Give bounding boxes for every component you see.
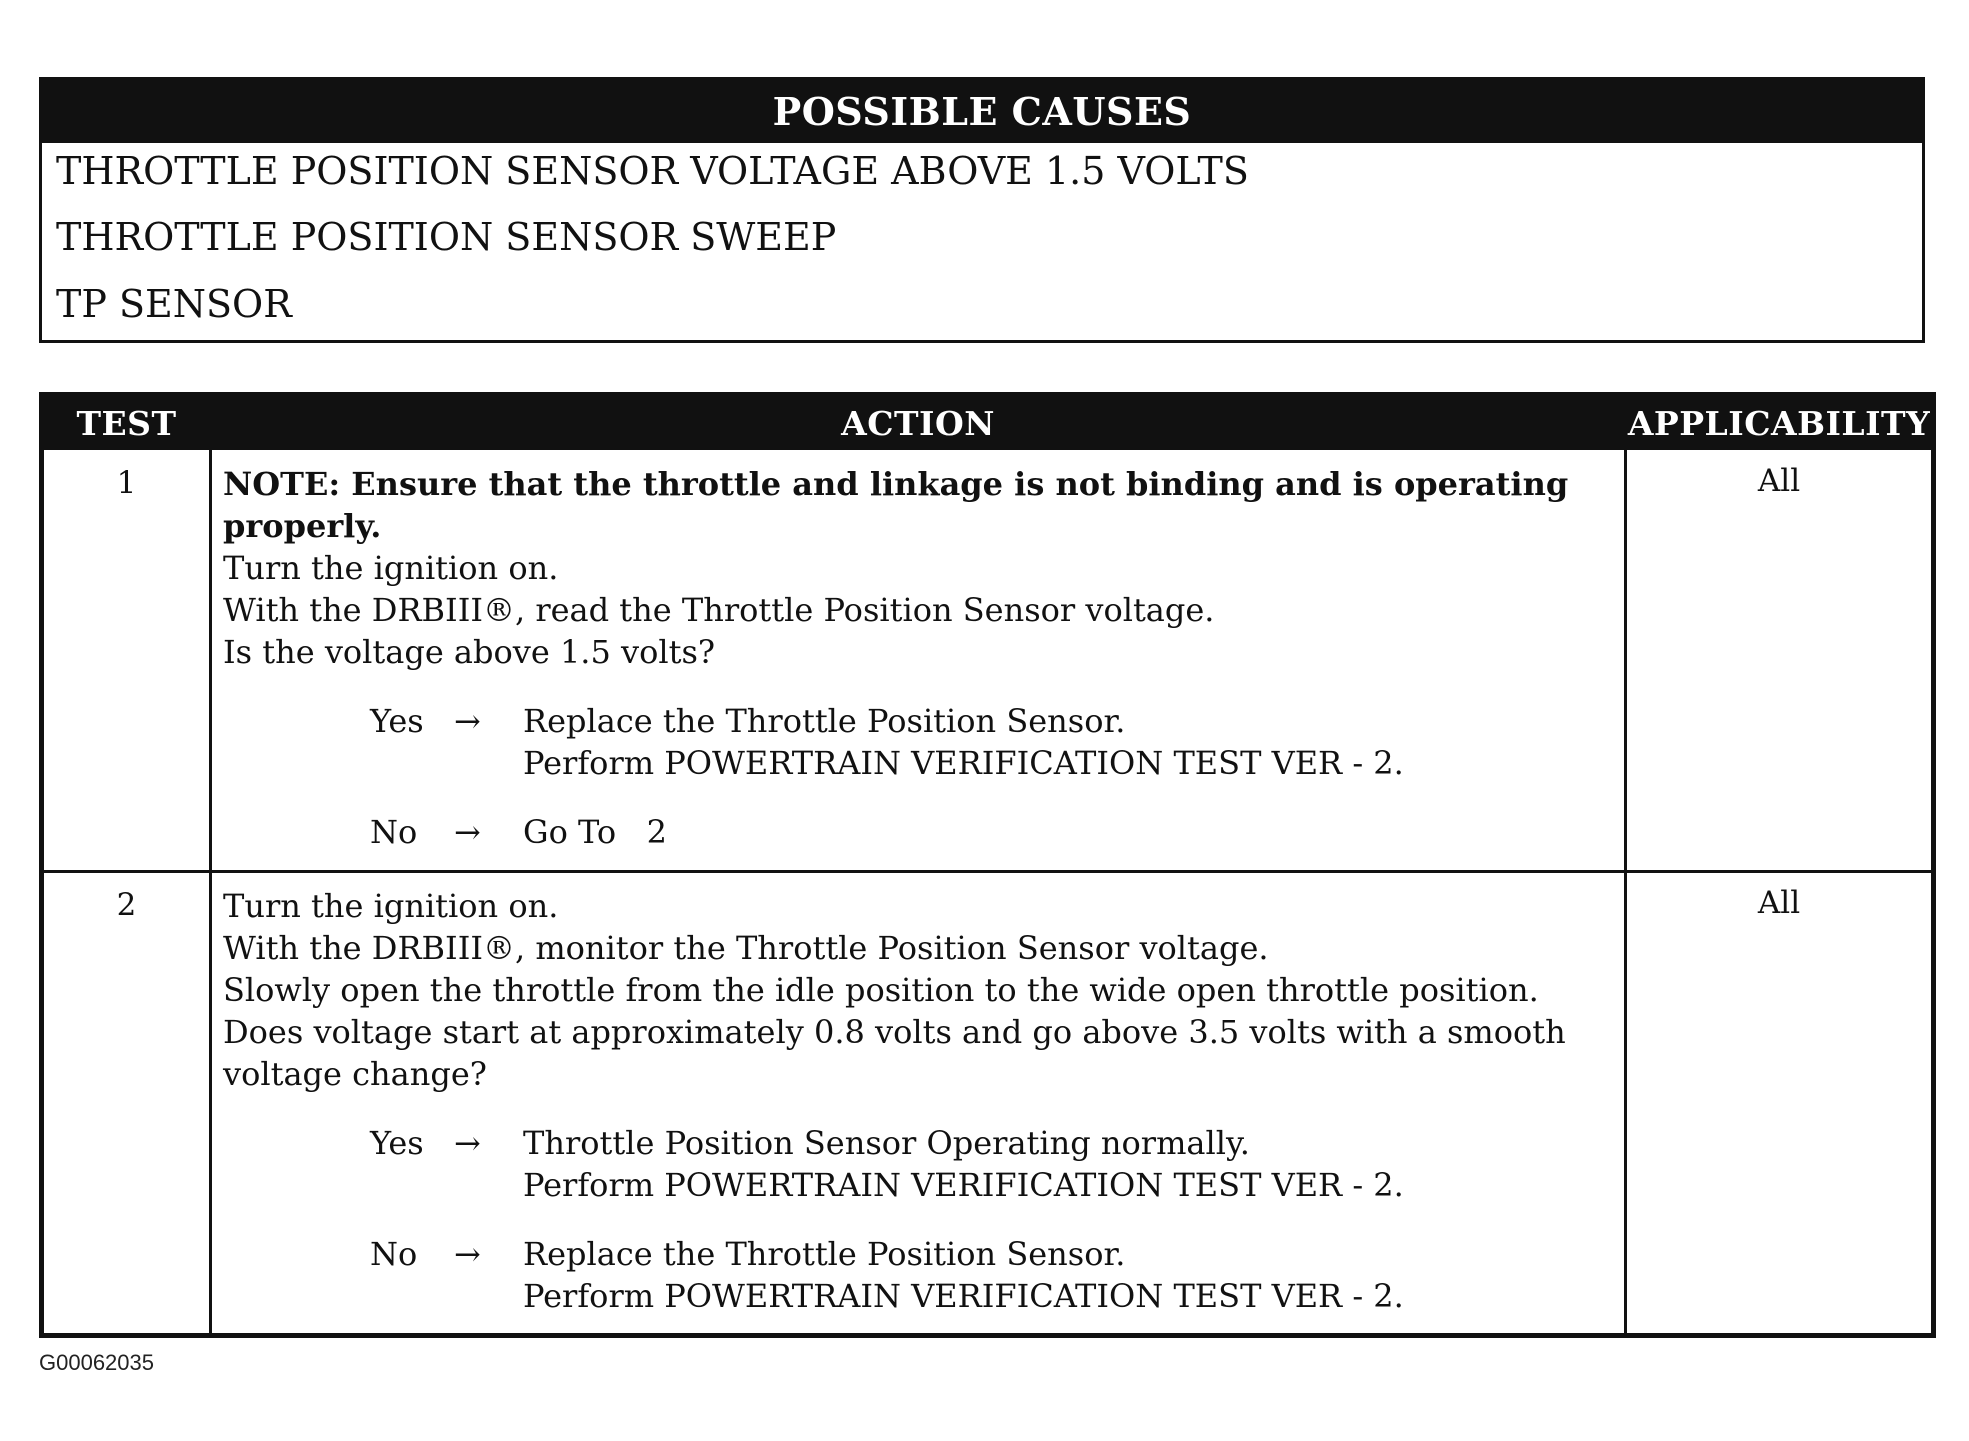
arrow-icon: →	[454, 1124, 481, 1162]
action-step: Turn the ignition on.	[223, 887, 559, 925]
test-action-table	[39, 392, 1936, 1338]
action-step: Is the voltage above 1.5 volts?	[223, 633, 716, 671]
yes-label: Yes	[370, 702, 424, 740]
test-1-action	[223, 463, 1613, 853]
action-step: Does voltage start at approximately 0.8 volts and go above 3.5 volts with a smooth voltage change?	[223, 1013, 1566, 1093]
cause-item: THROTTLE POSITION SENSOR VOLTAGE ABOVE 1.5 VOLTS	[56, 149, 1249, 193]
header-action: ACTION	[841, 404, 995, 443]
arrow-icon: →	[454, 702, 481, 740]
no-label: No	[370, 813, 418, 851]
applicability-value: All	[1757, 885, 1801, 921]
test-2-action	[223, 885, 1613, 1317]
table-header-row	[44, 397, 1931, 450]
yes-outcome	[223, 1122, 1613, 1206]
no-result	[523, 811, 667, 853]
result-line: Perform POWERTRAIN VERIFICATION TEST VER - 2.	[523, 1166, 1404, 1204]
test-number: 2	[116, 887, 137, 923]
test-number: 1	[116, 465, 137, 501]
result-line: Perform POWERTRAIN VERIFICATION TEST VER - 2.	[523, 744, 1404, 782]
result-line: Go To 2	[523, 813, 667, 851]
column-divider	[209, 397, 212, 1333]
yes-result	[523, 700, 1404, 784]
arrow-icon: →	[454, 813, 481, 851]
no-result	[523, 1233, 1404, 1317]
header-test: TEST	[76, 404, 177, 443]
action-step: Slowly open the throttle from the idle position to the wide open throttle position.	[223, 971, 1539, 1009]
action-note: NOTE: Ensure that the throttle and linkage is not binding and is operating properly.	[223, 465, 1569, 545]
possible-causes-box	[39, 77, 1925, 343]
no-label: No	[370, 1235, 418, 1273]
result-line: Replace the Throttle Position Sensor.	[523, 1235, 1126, 1273]
result-line: Replace the Throttle Position Sensor.	[523, 702, 1126, 740]
result-line: Perform POWERTRAIN VERIFICATION TEST VER - 2.	[523, 1277, 1404, 1315]
applicability-value: All	[1757, 463, 1801, 499]
cause-item: TP SENSOR	[56, 282, 292, 326]
action-step: Turn the ignition on.	[223, 549, 559, 587]
no-outcome	[223, 811, 1613, 853]
action-step: With the DRBIII®, monitor the Throttle Position Sensor voltage.	[223, 929, 1269, 967]
no-outcome	[223, 1233, 1613, 1317]
row-divider	[44, 870, 1931, 873]
yes-label: Yes	[370, 1124, 424, 1162]
action-step: With the DRBIII®, read the Throttle Position Sensor voltage.	[223, 591, 1215, 629]
arrow-icon: →	[454, 1235, 481, 1273]
header-applicability: APPLICABILITY	[1627, 404, 1931, 443]
possible-causes-heading: POSSIBLE CAUSES	[42, 80, 1922, 143]
result-line: Throttle Position Sensor Operating normally.	[523, 1124, 1250, 1162]
yes-outcome	[223, 700, 1613, 784]
yes-result	[523, 1122, 1404, 1206]
column-divider	[1624, 397, 1627, 1333]
figure-id: G00062035	[39, 1350, 154, 1375]
cause-item: THROTTLE POSITION SENSOR SWEEP	[56, 215, 837, 259]
